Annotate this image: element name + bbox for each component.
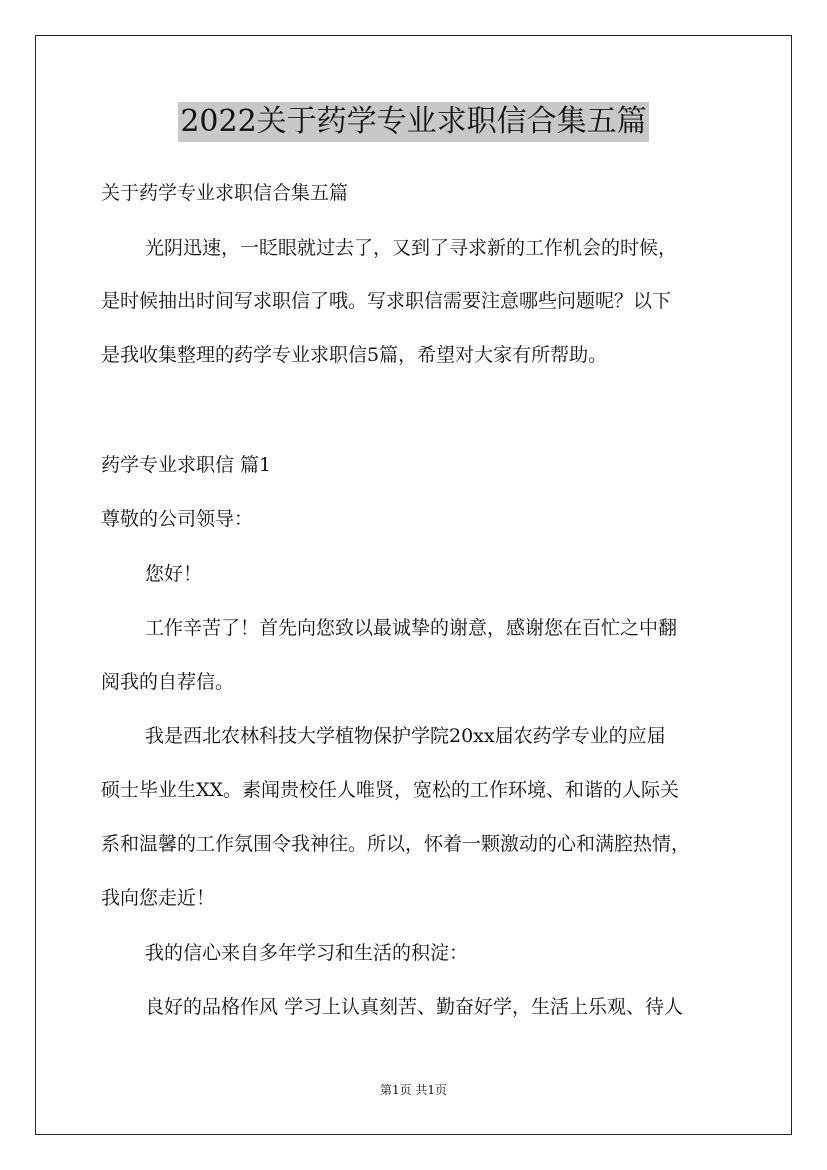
document-title: 2022关于药学专业求职信合集五篇 [178, 102, 648, 142]
paragraph-line: 良好的品格作风 学习上认真刻苦、勤奋好学，生活上乐观、待人 [145, 996, 684, 1018]
paragraph-line: 我是西北农林科技大学植物保护学院20xx届农药学专业的应届 [145, 725, 666, 747]
greeting: 您好！ [145, 563, 203, 585]
paragraph-line: 工作辛苦了！首先向您致以最诚挚的谢意，感谢您在百忙之中翻 [145, 617, 678, 639]
document-subtitle: 关于药学专业求职信合集五篇 [101, 182, 349, 204]
paragraph-line: 阅我的自荐信。 [101, 671, 235, 693]
salutation: 尊敬的公司领导： [101, 508, 254, 530]
paragraph-line: 系和温馨的工作氛围令我神往。所以，怀着一颗激动的心和满腔热情， [101, 833, 691, 855]
section-heading: 药学专业求职信 篇1 [101, 454, 272, 476]
paragraph-line: 我的信心来自多年学习和生活的积淀： [145, 942, 469, 964]
page-footer: 第1页 共1页 [379, 1083, 448, 1097]
paragraph-line: 硕士毕业生XX。素闻贵校任人唯贤，宽松的工作环境、和谐的人际关 [101, 779, 680, 801]
paragraph-line: 是我收集整理的药学专业求职信5篇，希望对大家有所帮助。 [101, 344, 608, 366]
paragraph-line: 光阴迅速，一眨眼就过去了，又到了寻求新的工作机会的时候， [145, 237, 678, 259]
paragraph-line: 是时候抽出时间写求职信了哦。写求职信需要注意哪些问题呢？以下 [101, 290, 672, 312]
paragraph-line: 我向您走近！ [101, 887, 216, 909]
title-container [0, 102, 827, 142]
